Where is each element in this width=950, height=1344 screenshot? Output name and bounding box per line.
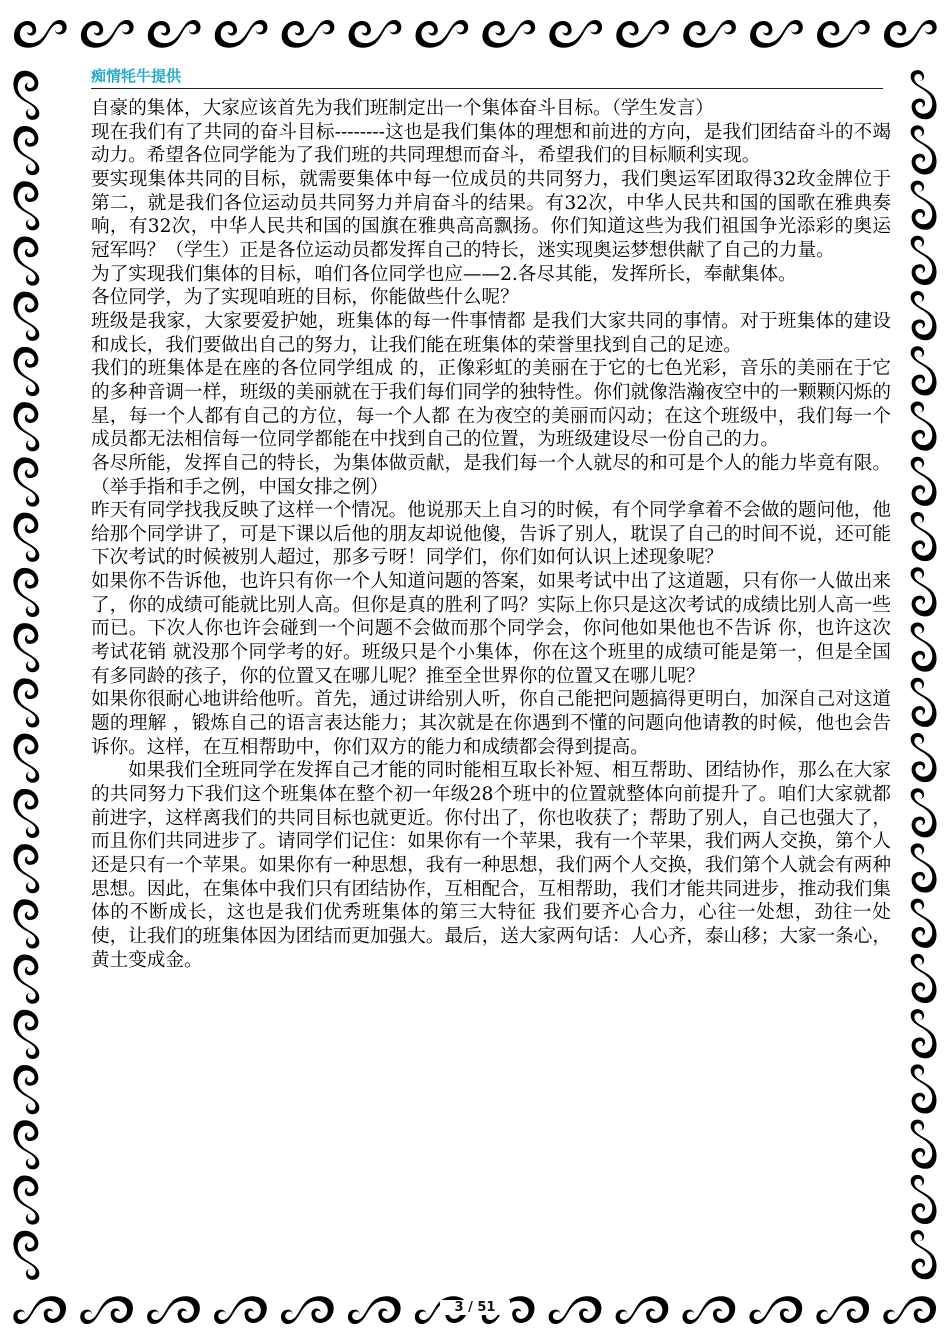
border-swirl-ornament — [13, 678, 39, 727]
border-swirl-ornament — [348, 1296, 401, 1324]
border-swirl-ornament — [281, 1296, 334, 1324]
decorative-border-right — [882, 0, 950, 1344]
border-swirl-ornament — [749, 1296, 802, 1324]
paragraph: 各位同学，为了实现咱班的目标，你能做些什么呢？ — [91, 287, 519, 309]
border-swirl-ornament — [911, 788, 937, 837]
border-swirl-ornament — [482, 20, 535, 48]
paragraph: 自豪的集体，大家应该首先为我们班制定出一个集体奋斗目标。（学生发言） — [91, 98, 714, 119]
decorative-border-left — [0, 0, 68, 1344]
border-swirl-ornament — [416, 20, 469, 48]
border-swirl-ornament — [911, 70, 937, 119]
border-swirl-ornament — [13, 181, 39, 230]
border-swirl-ornament — [911, 1175, 937, 1224]
border-swirl-ornament — [147, 1296, 200, 1324]
document-body — [91, 97, 891, 1247]
border-swirl-ornament — [349, 20, 402, 48]
paragraph: 如果你不告诉他，也许只有你一个人知道问题的答案，如果考试中出了这道题，只有你一人做出来了，你的成绩可能就比别人高。但你是真的胜利了吗？实际上你只是这次考试的成绩比别人高一些而已。下次人你也许会碰到一个问题不会做而那个同学会，你问他如果他也不告诉 你，也许这次考试花销 就没那个同学考的好。班级只是个小集体，你在这个班里的成绩可能是第一，但是全国有多同龄的孩子，你的位置又在哪儿呢？推至全世界你的位置又在哪儿呢？ — [91, 571, 891, 687]
border-swirl-ornament — [13, 955, 39, 1004]
border-swirl-ornament — [911, 457, 937, 506]
border-swirl-ornament — [13, 789, 39, 838]
border-swirl-ornament — [13, 1065, 39, 1114]
page-header — [91, 66, 883, 89]
border-swirl-ornament — [13, 734, 39, 783]
decorative-border-top — [0, 0, 950, 70]
border-swirl-ornament — [911, 1120, 937, 1169]
border-swirl-ornament — [616, 20, 669, 48]
border-swirl-ornament — [13, 513, 39, 562]
paragraph: 现在我们有了共同的奋斗目标--------这也是我们集体的理想和前进的方向，是我们团结奋斗的不竭动力。希望各位同学能为了我们班的共同理想而奋斗，希望我们的目标顺利实现。 — [91, 121, 891, 167]
border-swirl-ornament — [911, 678, 937, 727]
border-swirl-ornament — [750, 20, 803, 48]
border-swirl-ornament — [911, 843, 937, 892]
paragraph: 我们的班集体是在座的各位同学组成 的，正像彩虹的美丽在于它的七色光彩，音乐的美丽在于它的多种音调一样，班级的美丽就在于我们每们同学的独特性。你们就像浩瀚夜空中的一颗颗闪烁的星，每一个人都有自己的方位，每一个人都 在为夜空的美丽而闪动；在这个班级中，我们每一个成员都无法相信每一位同学都能在中找到自己的位置，为班级建设尽一份自己的力。 — [91, 358, 891, 451]
border-swirl-ornament — [80, 1296, 133, 1324]
border-swirl-ornament — [214, 1296, 267, 1324]
border-swirl-ornament — [148, 20, 201, 48]
paragraph: 如果你很耐心地讲给他听。首先，通过讲给别人听，你自己能把问题搞得更明白，加深自己对这道题的理解 ，锻炼自己的语言表达能力；其次就是在你遇到不懂的问题向他请教的时候，他也会告诉你。这样，在互相帮助中，你们双方的能力和成绩都会得到提高。 — [91, 689, 891, 758]
border-swirl-ornament — [13, 899, 39, 948]
header-provider-label: 痴情牦牛提供 — [91, 67, 182, 85]
paragraph: 如果我们全班同学在发挥自己才能的同时能相互取长补短、相互帮助、团结协作，那么在大家的共同努力下我们这个班集体在整个初一年级28个班中的位置就整体向前提升了。咱们大家就都 前进字，这样离我们的共同目标也就更近。你付出了，你也收获了；帮助了别人，自己也强大了，而且你们共同进步了。请同学们记住：如果你有一个苹果，我有一个苹果，我们两人交换，第个人还是只有一个苹果。如果你有一种思想，我有一种思想，我们两个人交换，我们第个人就会有两种思想。因此，在集体中我们只有团结协作，互相配合，互相帮助，我们才能共同进步，推动我们集体的不断成长，这也是我们优秀班集体的第三大特征 我们要齐心合力，心往一处想，劲往一处使，让我们的班集体因为团结而更加强大。最后，送大家两句话：人心齐，泰山移；大家一条心，黄土变成金。 — [91, 760, 891, 971]
border-swirl-ornament — [616, 1296, 669, 1324]
paragraph: 昨天有同学找我反映了这样一个情况。他说那天上自习的时候，有个同学拿着不会做的题问他，他给那个同学讲了，可是下课以后他的朋友却说他傻，告诉了别人，耽误了自己的时间不说，还可能下次考试的时候被别人超过，那多亏呀！同学们，你们如何认识上述现象呢？ — [91, 500, 891, 569]
border-swirl-ornament — [911, 125, 937, 174]
border-swirl-ornament — [911, 236, 937, 285]
border-swirl-ornament — [13, 623, 39, 672]
border-swirl-ornament — [911, 181, 937, 230]
border-swirl-ornament — [911, 402, 937, 451]
border-swirl-ornament — [13, 402, 39, 451]
border-swirl-ornament — [911, 954, 937, 1003]
border-swirl-ornament — [683, 20, 736, 48]
paragraph: 要实现集体共同的目标，就需要集体中每一位成员的共同努力，我们奥运军团取得32玫金牌位于第二，就是我们各位运动员共同努力并肩奋斗的结果。有32次，中华人民共和国的国歌在雅典奏响，有32次，中华人民共和国的国旗在雅典高高飘扬。你们知道这些为我们祖国争光添彩的奥运冠军吗？（学生）正是各位运动员都发挥自己的特长，迷实现奥运梦想供献了自己的力量。 — [91, 168, 891, 261]
page-number: 3 / 51 — [440, 1300, 510, 1315]
paragraph: 班级是我家，大家要爱护她，班集体的每一件事情都 是我们大家共同的事情。对于班集体的建设和成长，我们要做出自己的努力，让我们能在班集体的荣誉里找到自己的足迹。 — [91, 310, 891, 356]
border-swirl-ornament — [13, 1175, 39, 1224]
border-swirl-ornament — [816, 1296, 869, 1324]
border-swirl-ornament — [13, 568, 39, 617]
border-swirl-ornament — [13, 347, 39, 396]
border-swirl-ornament — [13, 844, 39, 893]
border-swirl-ornament — [911, 1230, 937, 1279]
border-swirl-ornament — [911, 1009, 937, 1058]
border-swirl-ornament — [549, 20, 602, 48]
border-swirl-ornament — [911, 899, 937, 948]
border-swirl-ornament — [911, 567, 937, 616]
border-swirl-ornament — [817, 20, 870, 48]
border-swirl-ornament — [81, 20, 134, 48]
border-swirl-ornament — [282, 20, 335, 48]
border-swirl-ornament — [13, 1010, 39, 1059]
paragraph: 为了实现我们集体的目标，咱们各位同学也应——2.各尽其能，发挥所长，奉献集体。 — [91, 263, 797, 285]
border-swirl-ornament — [13, 457, 39, 506]
border-swirl-ornament — [13, 236, 39, 285]
border-swirl-ornament — [549, 1296, 602, 1324]
border-swirl-ornament — [215, 20, 268, 48]
border-swirl-ornament — [13, 292, 39, 341]
border-swirl-ornament — [13, 1120, 39, 1169]
border-swirl-ornament — [911, 733, 937, 782]
border-swirl-ornament — [13, 1231, 39, 1280]
border-swirl-ornament — [683, 1296, 736, 1324]
border-swirl-ornament — [911, 291, 937, 340]
border-swirl-ornament — [911, 622, 937, 671]
paragraph: 各尽所能，发挥自己的特长，为集体做贡献，是我们每一个人就尽的和可是个人的能力毕竟有限。（举手指和手之例，中国女排之例） — [91, 452, 891, 498]
border-swirl-ornament — [911, 512, 937, 561]
border-swirl-ornament — [911, 346, 937, 395]
border-swirl-ornament — [911, 1064, 937, 1113]
border-swirl-ornament — [13, 71, 39, 120]
border-swirl-ornament — [13, 126, 39, 175]
